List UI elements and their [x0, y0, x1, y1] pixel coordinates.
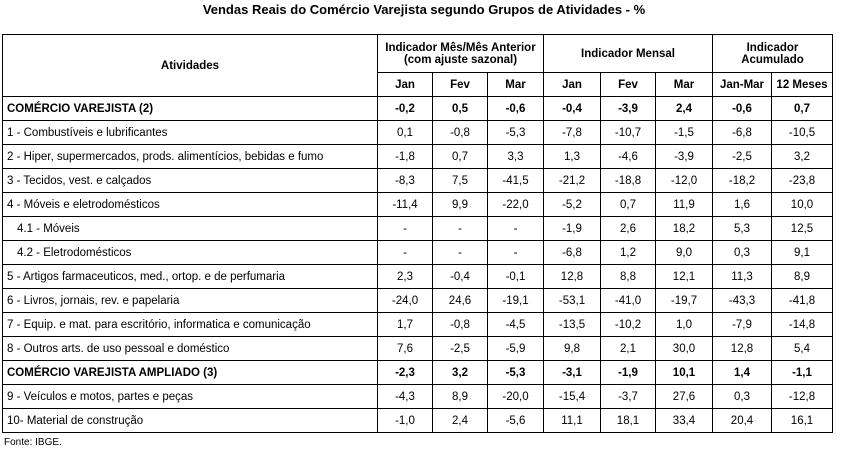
row-label: 4 - Móveis e eletrodomésticos [3, 193, 378, 217]
header-acumulado-line1: Indicador [746, 41, 799, 54]
row-value: -21,2 [544, 169, 601, 193]
row-value: -41,8 [772, 289, 833, 313]
table-row [3, 265, 833, 289]
row-value: 30,0 [656, 337, 713, 361]
row-value: -0,1 [488, 265, 544, 289]
table-row [3, 409, 833, 433]
row-value: -2,3 [378, 361, 433, 385]
row-value: - [488, 217, 544, 241]
row-label: 5 - Artigos farmaceuticos, med., ortop. e de perfumaria [3, 265, 378, 289]
row-value: 27,6 [656, 385, 713, 409]
row-value: -41,0 [601, 289, 656, 313]
row-value: -15,4 [544, 385, 601, 409]
table-row [3, 361, 833, 385]
row-value: -18,8 [601, 169, 656, 193]
row-value: -7,8 [544, 121, 601, 145]
row-value: -22,0 [488, 193, 544, 217]
subheader-cell: Jan [544, 73, 601, 97]
row-value: -10,7 [601, 121, 656, 145]
row-value: -20,0 [488, 385, 544, 409]
row-value: 3,2 [772, 145, 833, 169]
row-value: -0,4 [433, 265, 488, 289]
row-label: 1 - Combustíveis e lubrificantes [3, 121, 378, 145]
row-value: 9,8 [544, 337, 601, 361]
row-value: -0,4 [544, 97, 601, 121]
table-title: Vendas Reais do Comércio Varejista segundo Grupos de Atividades - % [202, 2, 646, 17]
row-value: -2,5 [713, 145, 772, 169]
row-value: 24,6 [433, 289, 488, 313]
row-value: 8,8 [601, 265, 656, 289]
row-value: -3,9 [656, 145, 713, 169]
row-value: 1,7 [378, 313, 433, 337]
row-value: 18,1 [601, 409, 656, 433]
row-value: -5,3 [488, 121, 544, 145]
row-label: COMÉRCIO VAREJISTA (2) [3, 97, 378, 121]
row-value: 0,1 [378, 121, 433, 145]
row-value: 0,3 [713, 385, 772, 409]
row-value: 1,2 [601, 241, 656, 265]
row-value: 2,3 [378, 265, 433, 289]
row-value: 1,0 [656, 313, 713, 337]
row-label: COMÉRCIO VAREJISTA AMPLIADO (3) [3, 361, 378, 385]
row-value: 2,4 [656, 97, 713, 121]
subheader-cell: Fev [601, 73, 656, 97]
row-value: -4,6 [601, 145, 656, 169]
sales-table [2, 34, 833, 433]
row-value: -5,3 [488, 361, 544, 385]
row-value: 11,1 [544, 409, 601, 433]
row-value: -0,6 [713, 97, 772, 121]
row-value: 2,1 [601, 337, 656, 361]
table-row [3, 385, 833, 409]
row-label: 2 - Hiper, supermercados, prods. alimentícios, bebidas e fumo [3, 145, 378, 169]
row-value: 11,9 [656, 193, 713, 217]
table-row [3, 289, 833, 313]
row-value: 12,8 [544, 265, 601, 289]
row-value: 12,8 [713, 337, 772, 361]
row-label: 3 - Tecidos, vest. e calçados [3, 169, 378, 193]
table-row [3, 241, 833, 265]
row-value: 0,5 [433, 97, 488, 121]
header-mes-anterior [378, 35, 544, 73]
row-value: -19,7 [656, 289, 713, 313]
subheader-cell: 12 Meses [772, 73, 833, 97]
header-mes-anterior-line1: Indicador Mês/Mês Anterior [385, 41, 536, 54]
row-value: -6,8 [713, 121, 772, 145]
row-value: -4,3 [378, 385, 433, 409]
row-value: 20,4 [713, 409, 772, 433]
row-value: 5,3 [713, 217, 772, 241]
row-label: 6 - Livros, jornais, rev. e papelaria [3, 289, 378, 313]
row-value: 9,9 [433, 193, 488, 217]
row-value: 8,9 [433, 385, 488, 409]
row-value: -1,1 [772, 361, 833, 385]
row-value: 9,1 [772, 241, 833, 265]
row-value: -19,1 [488, 289, 544, 313]
row-value: - [488, 241, 544, 265]
row-value: 1,6 [713, 193, 772, 217]
row-value: -1,9 [544, 217, 601, 241]
row-value: 10,1 [656, 361, 713, 385]
row-value: 12,5 [772, 217, 833, 241]
row-label: 9 - Veículos e motos, partes e peças [3, 385, 378, 409]
row-value: -1,0 [378, 409, 433, 433]
row-value: 2,4 [433, 409, 488, 433]
row-value: 33,4 [656, 409, 713, 433]
row-value: -3,7 [601, 385, 656, 409]
table-row [3, 145, 833, 169]
header-mes-anterior-line2: (com ajuste sazonal) [403, 53, 518, 66]
row-value: -3,9 [601, 97, 656, 121]
row-value: 3,2 [433, 361, 488, 385]
row-label: 7 - Equip. e mat. para escritório, informatica e comunicação [3, 313, 378, 337]
subheader-cell: Jan [378, 73, 433, 97]
row-value: -12,8 [772, 385, 833, 409]
row-value: 5,4 [772, 337, 833, 361]
row-value: -5,2 [544, 193, 601, 217]
row-value: 10,0 [772, 193, 833, 217]
row-value: 9,0 [656, 241, 713, 265]
row-value: -1,9 [601, 361, 656, 385]
row-value: -14,8 [772, 313, 833, 337]
row-value: -13,5 [544, 313, 601, 337]
table-row [3, 121, 833, 145]
table-row [3, 313, 833, 337]
row-value: 0,7 [772, 97, 833, 121]
row-value: -7,9 [713, 313, 772, 337]
row-value: -12,0 [656, 169, 713, 193]
row-value: -5,6 [488, 409, 544, 433]
row-value: 1,4 [713, 361, 772, 385]
row-value: -43,3 [713, 289, 772, 313]
row-value: - [378, 217, 433, 241]
header-mensal: Indicador Mensal [544, 35, 713, 73]
table-row [3, 193, 833, 217]
header-atividades: Atividades [3, 35, 378, 97]
subheader-cell: Fev [433, 73, 488, 97]
row-value: 16,1 [772, 409, 833, 433]
row-value: 1,3 [544, 145, 601, 169]
row-label: 10- Material de construção [3, 409, 378, 433]
row-value: -1,8 [378, 145, 433, 169]
subheader-cell: Mar [488, 73, 544, 97]
row-value: 8,9 [772, 265, 833, 289]
row-value: - [433, 241, 488, 265]
row-value: -1,5 [656, 121, 713, 145]
row-value: -4,5 [488, 313, 544, 337]
row-value: 12,1 [656, 265, 713, 289]
source-note: Fonte: IBGE. [4, 437, 62, 448]
row-value: 18,2 [656, 217, 713, 241]
row-value: -0,6 [488, 97, 544, 121]
table-row [3, 217, 833, 241]
row-value: 3,3 [488, 145, 544, 169]
row-value: - [378, 241, 433, 265]
subheader-cell: Jan-Mar [713, 73, 772, 97]
table-row [3, 169, 833, 193]
table-row [3, 337, 833, 361]
row-value: -0,8 [433, 313, 488, 337]
row-value: -18,2 [713, 169, 772, 193]
row-value: 7,5 [433, 169, 488, 193]
table-row [3, 97, 833, 121]
row-value: 7,6 [378, 337, 433, 361]
row-value: 2,6 [601, 217, 656, 241]
row-value: -53,1 [544, 289, 601, 313]
row-value: -23,8 [772, 169, 833, 193]
row-value: -0,2 [378, 97, 433, 121]
row-value: -11,4 [378, 193, 433, 217]
row-label: 4.1 - Móveis [3, 217, 378, 241]
header-acumulado [713, 35, 833, 73]
row-value: - [433, 217, 488, 241]
subheader-cell: Mar [656, 73, 713, 97]
header-acumulado-line2: Acumulado [741, 53, 804, 66]
row-value: -2,5 [433, 337, 488, 361]
row-label: 4.2 - Eletrodomésticos [3, 241, 378, 265]
row-value: -10,5 [772, 121, 833, 145]
row-value: -41,5 [488, 169, 544, 193]
row-value: -3,1 [544, 361, 601, 385]
row-value: 11,3 [713, 265, 772, 289]
row-value: -24,0 [378, 289, 433, 313]
row-value: 0,7 [601, 193, 656, 217]
row-value: -6,8 [544, 241, 601, 265]
row-value: -0,8 [433, 121, 488, 145]
row-value: -10,2 [601, 313, 656, 337]
row-value: 0,7 [433, 145, 488, 169]
row-value: 0,3 [713, 241, 772, 265]
row-value: -5,9 [488, 337, 544, 361]
row-value: -8,3 [378, 169, 433, 193]
row-label: 8 - Outros arts. de uso pessoal e doméstico [3, 337, 378, 361]
